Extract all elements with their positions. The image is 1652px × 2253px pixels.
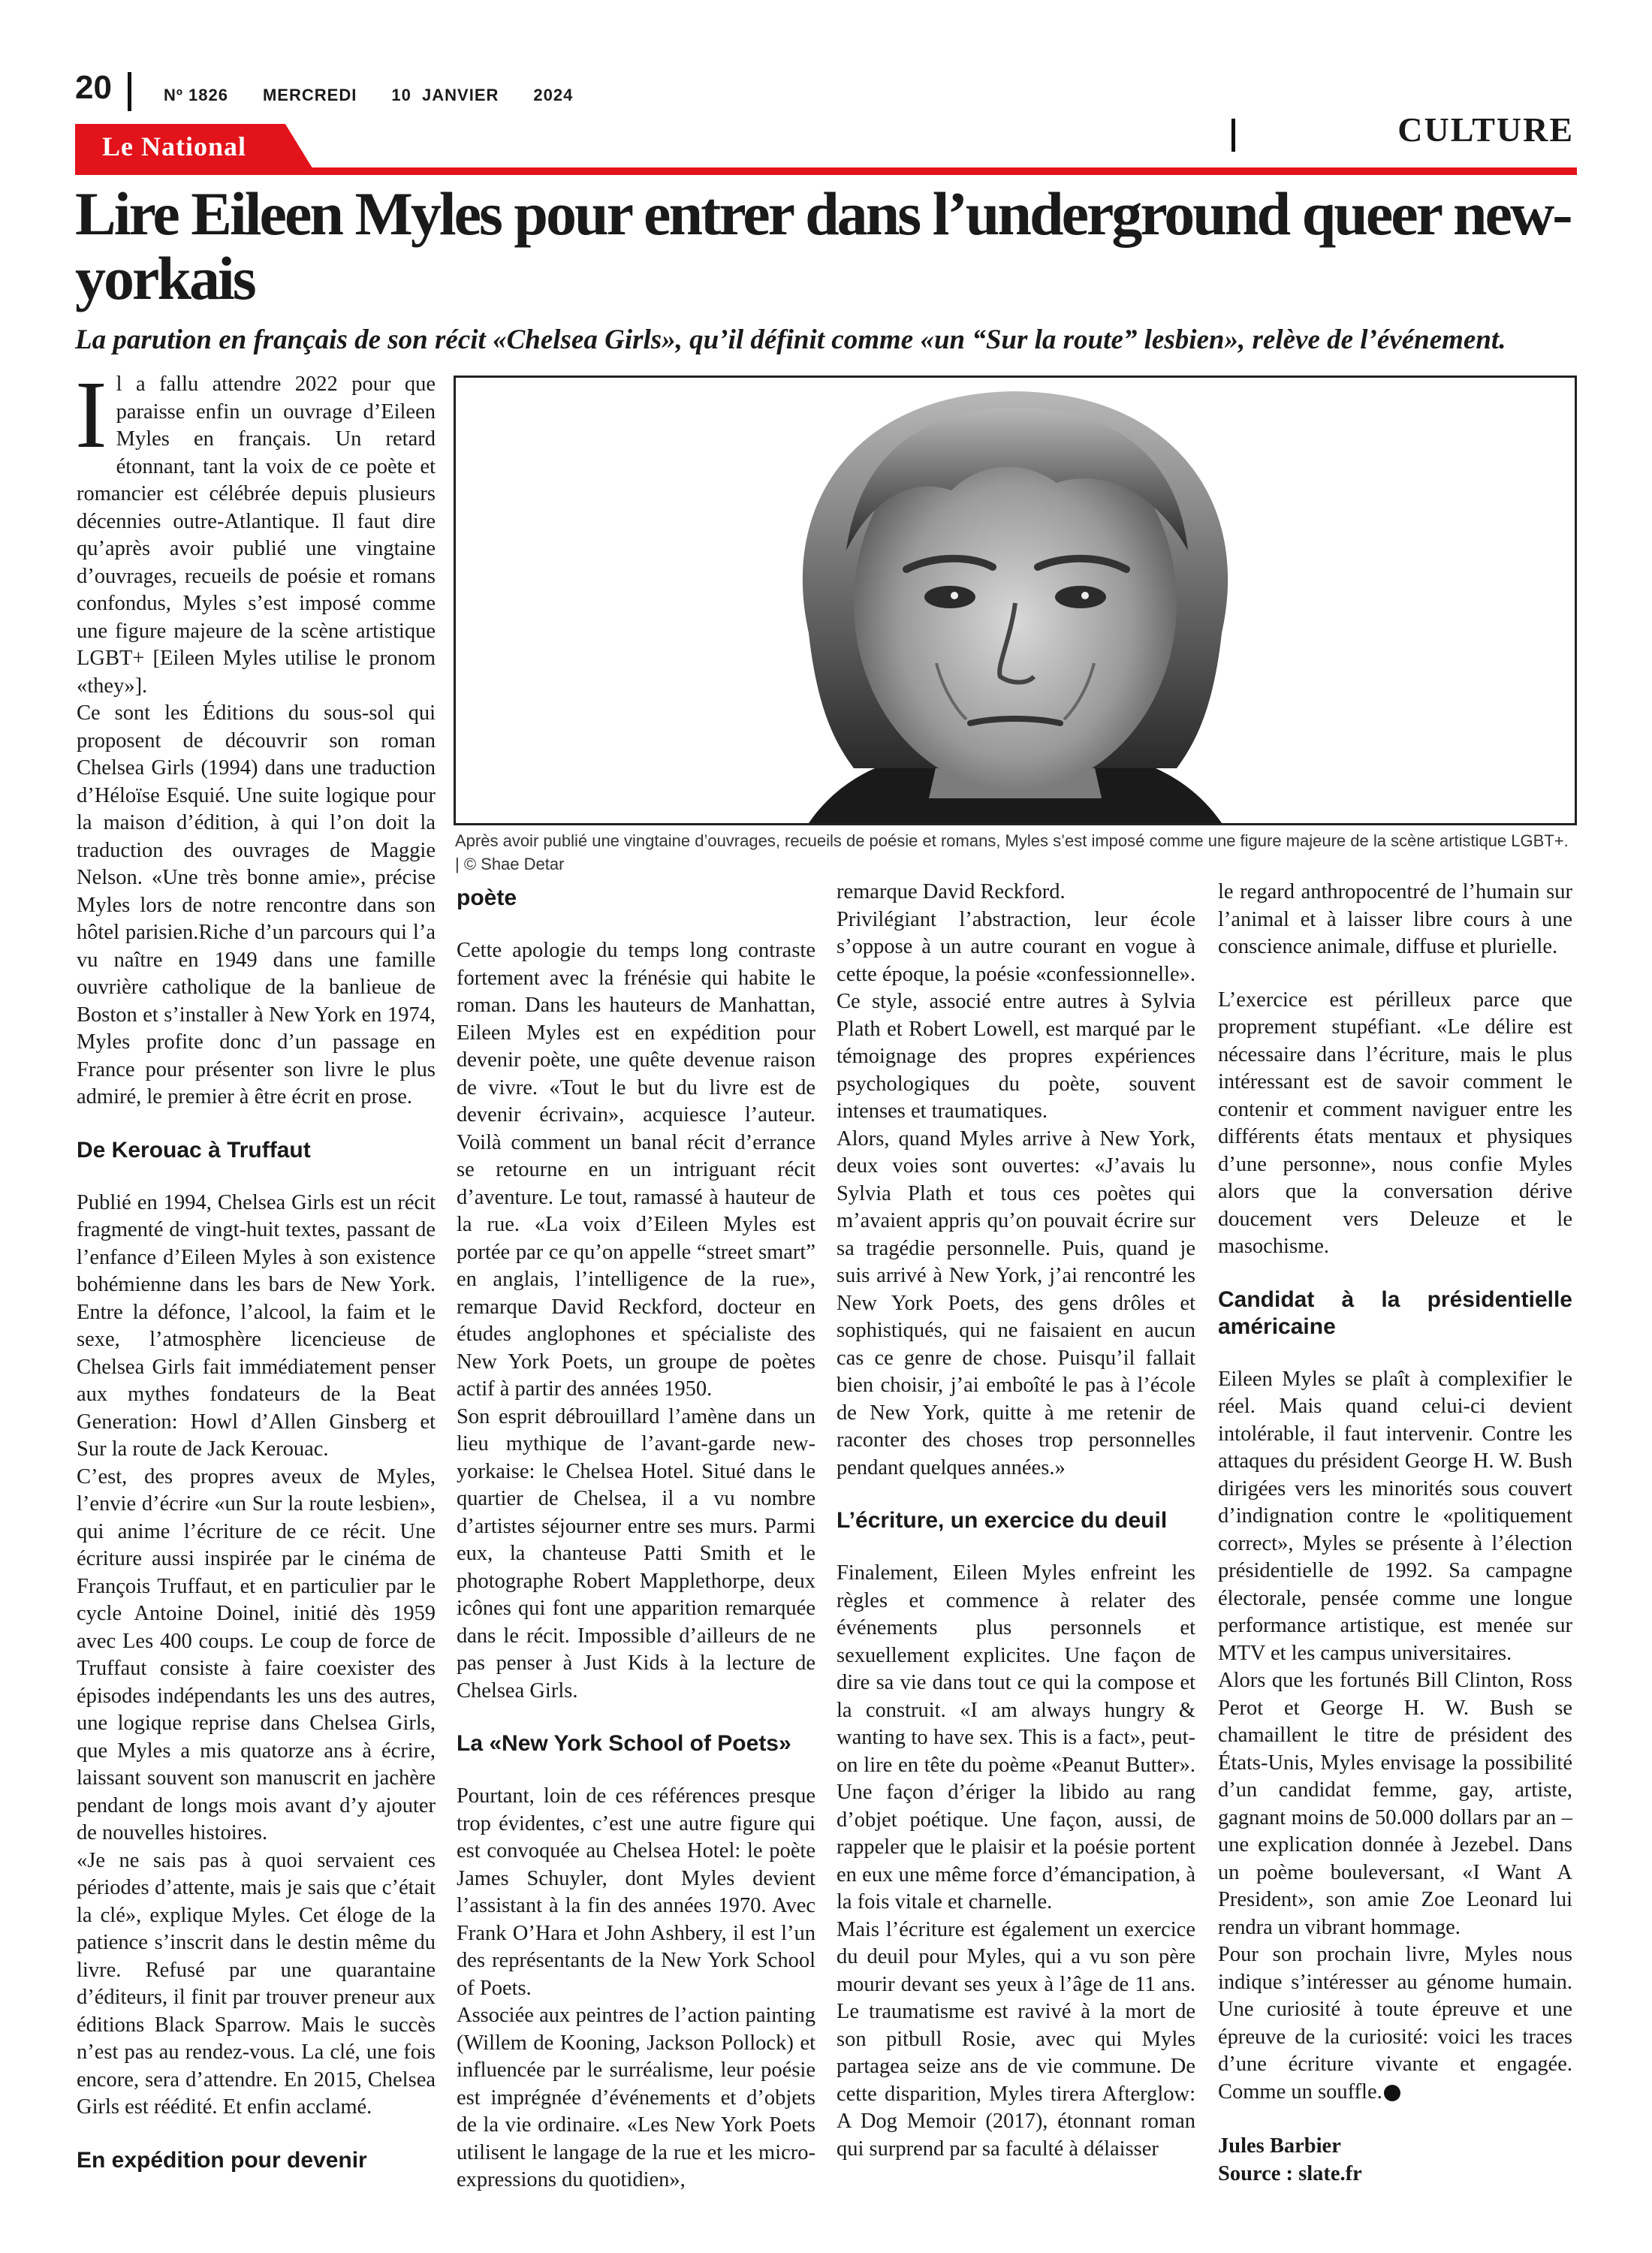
subheading-ny-school: La «New York School of Poets» bbox=[457, 1731, 791, 1756]
header-divider bbox=[128, 72, 131, 111]
subheading-kerouac: De Kerouac à Truffaut bbox=[77, 1137, 311, 1163]
paragraph-continued: remarque David Reckford. bbox=[837, 880, 1066, 903]
end-mark-icon bbox=[1384, 2085, 1400, 2101]
subheading-expedition-cont: poète bbox=[457, 885, 517, 910]
section-divider bbox=[1231, 119, 1235, 152]
brand-name: Le National bbox=[102, 131, 247, 161]
portrait-photo bbox=[454, 376, 1577, 825]
paragraph-final-text: Pour son prochain livre, Myles nous indique s’intéresser au génome humain. Une curiosité à toute épreuve et une épreuve de la curiosité: voici les traces d’une écriture vivante et engagée. Comme un souffle. bbox=[1218, 1943, 1572, 2104]
headline: Lire Eileen Myles pour entrer dans l’underground queer new-yorkais bbox=[75, 179, 1571, 312]
paragraph: L’exercice est périlleux parce que proprement stupéfiant. «Le délire est nécessaire dans l’écriture, mais le plus intéressant est de savoir comment le contenir et comment naviguer entre les différents états mentaux et physiques d’une personne», nous confie Myles alors que la conversation dérive doucement vers Deleuze et le masochisme. bbox=[1218, 988, 1572, 1258]
issue-weekday: MERCREDI bbox=[262, 86, 357, 104]
paragraph: Finalement, Eileen Myles enfreint les règles et commence à relater des événements plus personnels et sexuellement explicites. Une façon de dire sa vie dans tout ce qui la compose et la construit. «I am always hungry & wanting to have sex. This is a fact», peut-on lire en tête du poème «Peanut Butter». Une façon d’ériger la libido au rang d’objet poétique. Une façon, aussi, de rappeler que le plaisir et la poésie portent en eux une même force d’émancipation, à la fois vitale et charnelle. bbox=[837, 1561, 1195, 1914]
paragraph: Alors que les fortunés Bill Clinton, Ross Perot et George H. W. Bush se chamaillent le titre de président des États-Unis, Myles envisage la possibilité d’un candidat femme, gay, artiste, gagnant moins de 50.000 dollars par an –une explication donnée à Jezebel. Dans un poème bouleversant, «I Want A President», son amie Zoe Leonard lui rendra un vibrant hommage. bbox=[1218, 1669, 1572, 1939]
page-number: 20 bbox=[75, 69, 112, 106]
issue-line bbox=[164, 86, 607, 105]
paragraph: Alors, quand Myles arrive à New York, deux voies sont ouvertes: «J’avais lu Sylvia Plath et tous ces poètes qui m’avaient appris qu’on pouvait écrire sur sa tragédie personnelle. Puis, quand je suis arrivé à New York, j’ai rencontré les New York Poets, des gens drôles et sophistiqués, qui ne faisaient en aucun cas ce genre de chose. Puisqu’il fallait bien choisir, j’ai emboîté le pas à l’école de New York, quitte à me retenir de raconter des choses trop personnelles pendant quelques années.» bbox=[837, 1126, 1195, 1479]
paragraph: «Je ne sais pas à quoi servaient ces périodes d’attente, mais je sais que c’était la clé», explique Myles. Cet éloge de la patience s’inscrit dans le destin même du livre. Refusé par une quarantaine d’éditeurs, il finit par trouver preneur aux éditions Black Sparrow. Mais le succès n’est pas au rendez-vous. La clé, une fois encore, sera d’attendre. En 2015, Chelsea Girls est réédité. Et enfin acclamé. bbox=[77, 1848, 436, 2119]
paragraph: Privilégiant l’abstraction, leur école s’oppose à un autre courant en vogue à cette époque, la poésie «confessionnelle». Ce style, associé entre autres à Sylvia Plath et Robert Lowell, est marqué par le témoignage des propres expériences psychologiques du poète, souvent intenses et traumatiques. bbox=[837, 907, 1195, 1123]
issue-number: Nº 1826 bbox=[164, 86, 228, 104]
paragraph: Mais l’écriture est également un exercice du deuil pour Myles, qui a vu son père mourir devant ses yeux à l’âge de 11 ans. Le traumatisme est ravivé à la mort de son pitbull Rosie, avec qui Myles partagea seize ans de vie commune. De cette disparition, Myles tirera Afterglow: A Dog Memoir (2017), étonnant roman qui surprend par sa faculté à délaisser bbox=[837, 1917, 1195, 2161]
paragraph: Cette apologie du temps long contraste fortement avec la frénésie qui habite le roman. Dans les hauteurs de Manhattan, Eileen Myles est en expédition pour devenir poète, une quête devenue raison de vivre. «Tout le but du livre est de devenir écrivain», acquiesce l’auteur. Voilà comment un banal récit d’errance se retourne en un intriguant récit d’aventure. Le tout, ramassé à hauteur de la rue. «La voix d’Eileen Myles est portée par ce qu’on appelle “street smart” en anglais, l’intelligence de la rue», remarque David Reckford, docteur en études anglophones et spécialiste des New York Poets, un groupe de poètes actif à partir des années 1950. bbox=[457, 939, 815, 1401]
paragraph: Son esprit débrouillard l’amène dans un lieu mythique de l’avant-garde new-yorkaise: le Chelsea Hotel. Situé dans le quartier de Chelsea, il a vu nombre d’artistes séjourner entre ses murs. Parmi eux, la chanteuse Patti Smith et le photographe Robert Mapplethorpe, deux icônes qui font une apparition remarquée dans le récit. Impossible d’ailleurs de ne pas penser à Just Kids à la lecture de Chelsea Girls. bbox=[457, 1404, 815, 1703]
photo-caption: Après avoir publié une vingtaine d’ouvrages, recueils de poésie et romans, Myles s’est imposé comme une figure majeure de la scène artistique LGBT+. | © Shae Detar bbox=[455, 831, 1569, 873]
paragraph: Ce sont les Éditions du sous-sol qui proposent de découvrir son roman Chelsea Girls (1994) dans une traduction d’Héloïse Esquié. Une suite logique pour la maison d’édition, à qui l’on doit la traduction des ouvrages de Maggie Nelson. «Une très bonne amie», précise Myles lors de notre rencontre dans son hôtel parisien.Riche d’un parcours qui l’a vu naître en 1949 dans une famille ouvrière catholique de la banlieue de Boston et s’installer à New York en 1974, Myles profite donc d’un passage en France pour présenter son livre le plus admiré, le premier à être écrit en prose. bbox=[77, 701, 436, 1108]
paragraph: Publié en 1994, Chelsea Girls est un récit fragmenté de vingt-huit textes, passant de l’enfance d’Eileen Myles à son existence bohémienne dans les bars de New York. Entre la défonce, l’alcool, la faim et le sexe, l’atmosphère licencieuse de Chelsea Girls fait immédiatement penser aux mythes fondateurs de la Beat Generation: Howl d’Allen Ginsberg et Sur la route de Jack Kerouac. bbox=[77, 1190, 436, 1461]
source-credit: Source : slate.fr bbox=[1218, 2161, 1362, 2185]
issue-year: 2024 bbox=[533, 86, 574, 104]
subheading-candidat: Candidat à la présidentielle américaine bbox=[1218, 1286, 1572, 1339]
paragraph-intro bbox=[75, 361, 436, 700]
paragraph: Associée aux peintres de l’action painting (Willem de Kooning, Jackson Pollock) et influencée par le surréalisme, leur poésie est imprégnée d’événements et d’objets de la vie ordinaire. «Les New York Poets utilisent le langage de la rue et les micro-expressions du quotidien», bbox=[457, 2004, 815, 2191]
standfirst: La parution en français de son récit «Chelsea Girls», qu’il définit comme «un “Sur la route” lesbien», relève de l’événement. bbox=[75, 324, 1506, 355]
article-column-3 bbox=[837, 879, 1195, 2163]
paragraph-continued: le regard anthropocentré de l’humain sur l’animal et à laisser libre cours à une conscience animale, diffuse et plurielle. bbox=[1218, 880, 1572, 958]
paragraph: Eileen Myles se plaît à complexifier le réel. Mais quand celui-ci devient intolérable, il faut intervenir. Contre les attaques du président George H. W. Bush dirigées vers les minorités sous couvert d’indignation contre le «politiquement correct», Myles se présente à l’élection présidentielle de 1992. Sa campagne électorale, pensée comme une longue performance artistique, est menée sur MTV et les campus universitaires. bbox=[1218, 1367, 1572, 1665]
section-title: CULTURE bbox=[1397, 110, 1574, 149]
article-column-1 bbox=[75, 361, 436, 2174]
author-name: Jules Barbier bbox=[1218, 2134, 1341, 2158]
article-column-2 bbox=[457, 885, 815, 2194]
drop-cap: I bbox=[75, 361, 107, 468]
subheading-expedition: En expédition pour devenir bbox=[77, 2147, 367, 2173]
header-rule bbox=[75, 167, 1577, 175]
paragraph-intro-text: l a fallu attendre 2022 pour que paraisse enfin un ouvrage d’Eileen Myles en français. Un retard étonnant, tant la voix de ce poète et romancier est célébrée depuis plusieurs décennies outre-Atlantique. Il faut dire qu’après avoir publié une vingtaine d’ouvrages, recueils de poésie et romans confondus, Myles s’est imposé comme une figure majeure de la scène artistique LGBT+ [Eileen Myles utilise le pronom «they»]. bbox=[77, 372, 436, 698]
portrait-illustration bbox=[456, 378, 1575, 823]
paragraph: Pourtant, loin de ces références presque trop évidentes, c’est une autre figure qui est convoquée au Chelsea Hotel: le poète James Schuyler, dont Myles devient l’assistant à la fin des années 1970. Avec Frank O’Hara et John Ashbery, il est l’un des représentants de la New York School of Poets. bbox=[457, 1784, 815, 2000]
subheading-deuil: L’écriture, un exercice du deuil bbox=[837, 1508, 1168, 1533]
paragraph: C’est, des propres aveux de Myles, l’envie d’écrire «un Sur la route lesbien», qui anime l’écriture de ce récit. Une écriture aussi inspirée par le cinéma de François Truffaut, et en particulier par le cycle Antoine Doinel, initié dès 1959 avec Les 400 coups. Le coup de force de Truffaut consiste à faire coexister des épisodes indépendants les uns des autres, une logique reprise dans Chelsea Girls, que Myles a mis quatorze ans à écrire, laissant souvent son manuscrit en jachère pendant de longs mois avant d’y ajouter de nouvelles histoires. bbox=[77, 1464, 436, 1844]
issue-date: 10 JANVIER bbox=[391, 86, 499, 104]
article-column-4 bbox=[1218, 879, 1572, 2188]
paragraph-final bbox=[1218, 1941, 1572, 2106]
